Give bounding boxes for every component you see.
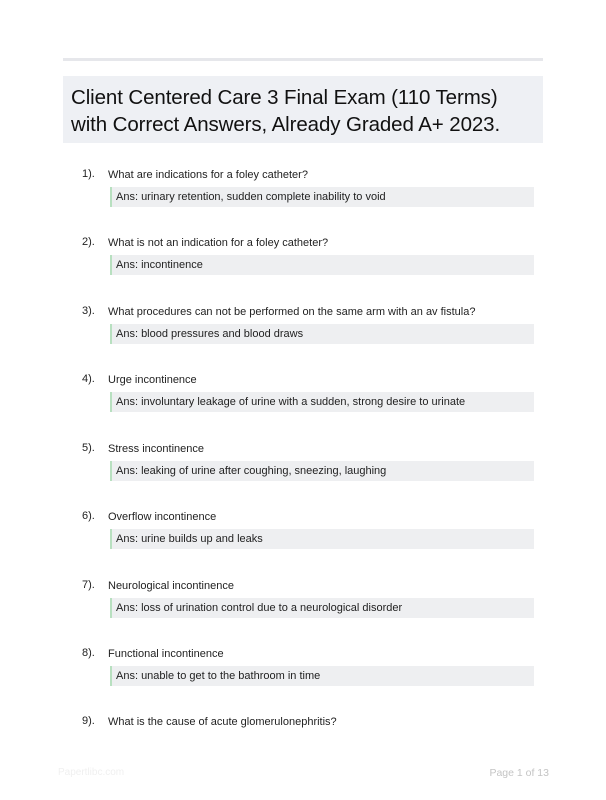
item-number: 5). <box>82 442 95 454</box>
qa-item <box>0 304 606 364</box>
question-text: What is not an indication for a foley catheter? <box>108 237 329 249</box>
qa-item <box>0 714 606 774</box>
qa-item <box>0 441 606 501</box>
qa-item <box>0 646 606 706</box>
item-number: 6). <box>82 510 95 522</box>
document-title: Client Centered Care 3 Final Exam (110 Terms) with Correct Answers, Already Graded A+ 2023. <box>71 86 501 136</box>
footer-watermark: Papertlibc.com <box>58 767 125 778</box>
item-number: 4). <box>82 373 95 385</box>
item-number: 8). <box>82 647 95 659</box>
answer-box: Ans: leaking of urine after coughing, sneezing, laughing <box>110 461 534 481</box>
question-text: Functional incontinence <box>108 648 224 660</box>
answer-box: Ans: loss of urination control due to a neurological disorder <box>110 598 534 618</box>
question-text: What is the cause of acute glomerulonephritis? <box>108 716 337 728</box>
question-text: Stress incontinence <box>108 443 204 455</box>
item-number: 7). <box>82 579 95 591</box>
item-number: 1). <box>82 168 95 180</box>
item-number: 9). <box>82 715 95 727</box>
question-text: What are indications for a foley catheter? <box>108 169 308 181</box>
item-number: 3). <box>82 305 95 317</box>
qa-item <box>0 578 606 638</box>
item-number: 2). <box>82 236 95 248</box>
answer-box: Ans: urinary retention, sudden complete inability to void <box>110 187 534 207</box>
answer-box: Ans: urine builds up and leaks <box>110 529 534 549</box>
top-rule <box>63 58 543 61</box>
answer-box: Ans: blood pressures and blood draws <box>110 324 534 344</box>
title-box <box>63 76 543 143</box>
qa-item <box>0 372 606 432</box>
page-indicator: Page 1 of 13 <box>489 767 549 779</box>
answer-box: Ans: involuntary leakage of urine with a sudden, strong desire to urinate <box>110 392 534 412</box>
question-text: Urge incontinence <box>108 374 197 386</box>
question-text: What procedures can not be performed on the same arm with an av fistula? <box>108 306 476 318</box>
answer-box: Ans: unable to get to the bathroom in time <box>110 666 534 686</box>
qa-item <box>0 167 606 227</box>
answer-box: Ans: incontinence <box>110 255 534 275</box>
question-text: Neurological incontinence <box>108 580 234 592</box>
qa-item <box>0 509 606 569</box>
qa-item <box>0 235 606 295</box>
question-text: Overflow incontinence <box>108 511 217 523</box>
